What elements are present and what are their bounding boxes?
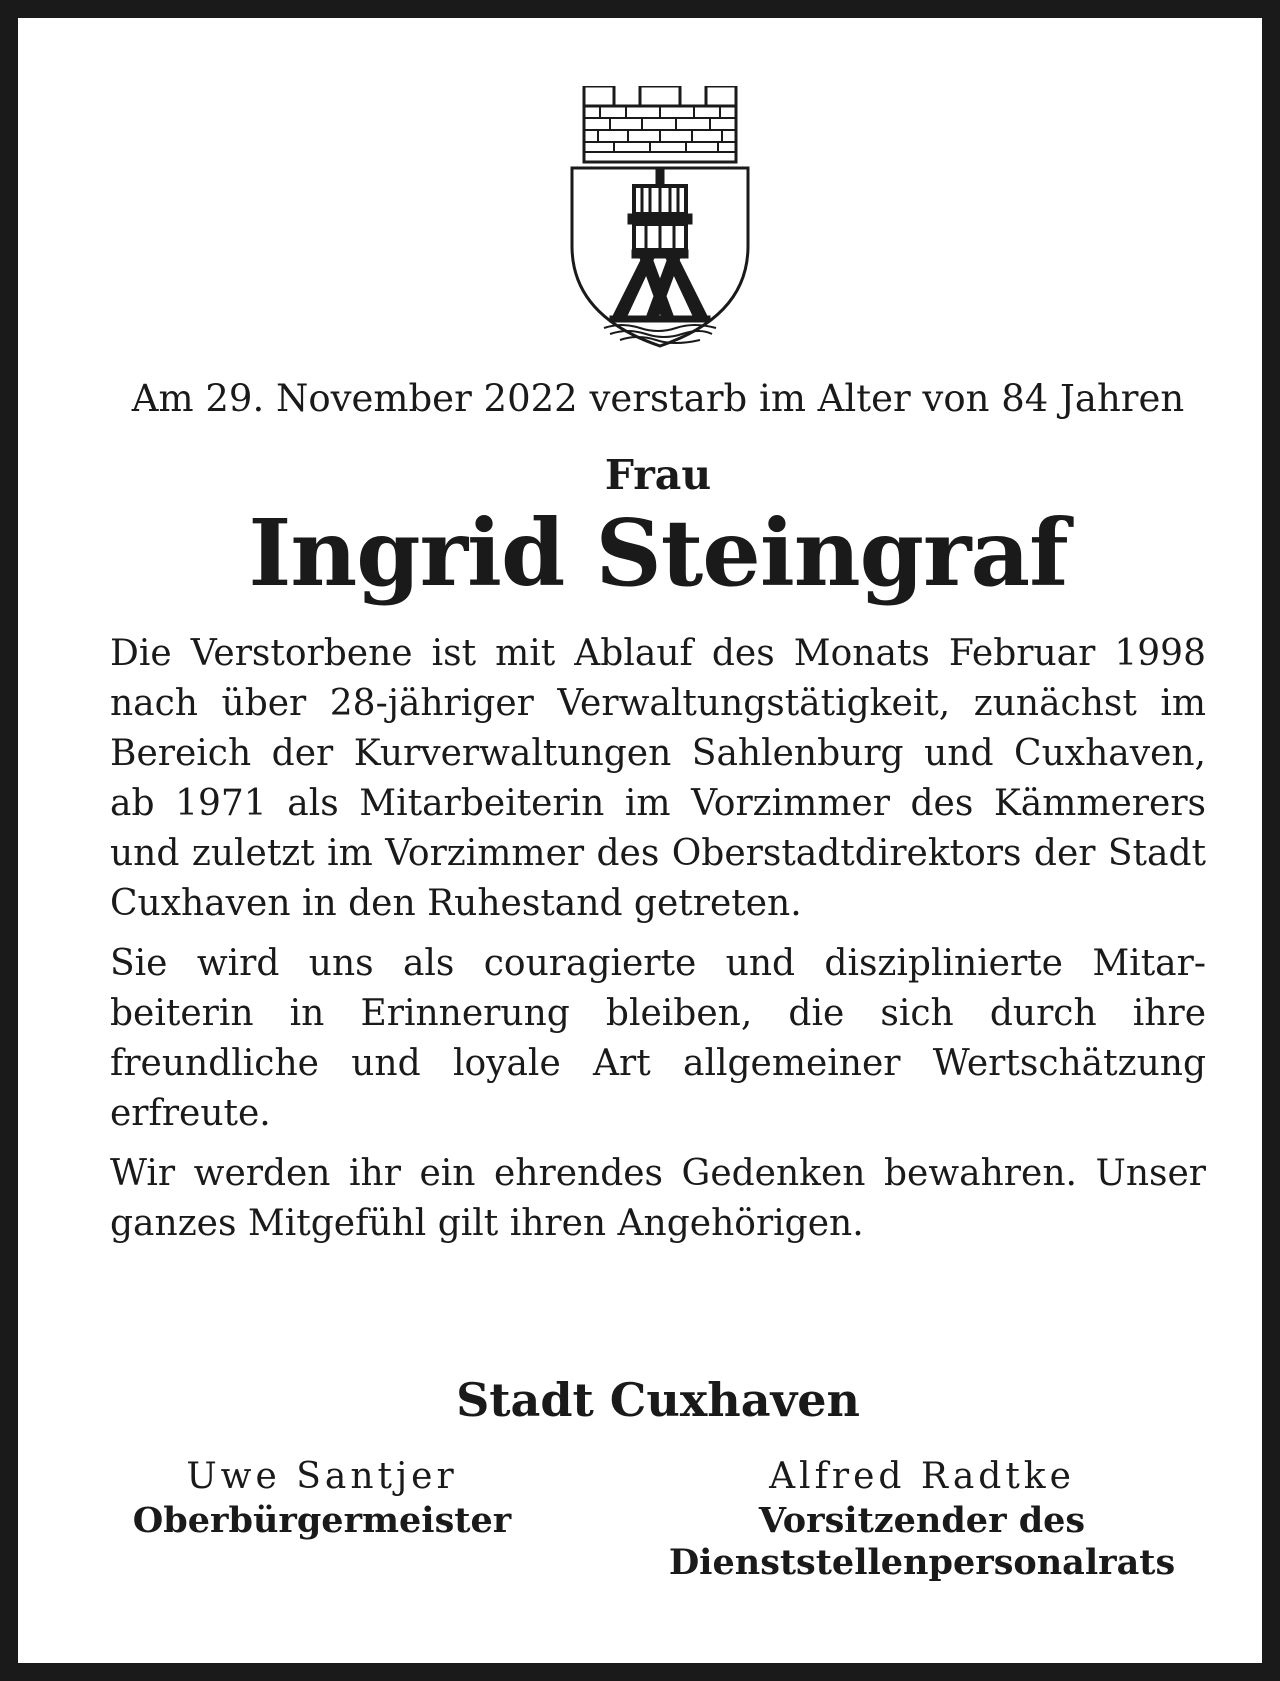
signer-name: Uwe Santjer [186, 1456, 458, 1497]
organization-name: Stadt Cuxhaven [456, 1373, 860, 1427]
signer-mayor [110, 1454, 534, 1542]
death-announcement-line: Am 29. November 2022 verstarb im Alter von 84 Jahren [131, 377, 1185, 420]
deceased-name: Ingrid Steingraf [248, 499, 1068, 607]
paragraph-condolences: Wir werden ihr ein ehrendes Gedenken bewahren. Unser ganzes Mitgefühl gilt ihren Angehörigen. [110, 1153, 1206, 1244]
signer-title: Vorsitzender des Dienststellenpersonalrats [668, 1500, 1176, 1583]
signer-title: Oberbürgermeister [132, 1500, 512, 1541]
paragraph-career: Die Verstorbene ist mit Ablauf des Monats Februar 1998 nach über 28-jähriger Verwaltungstätigkeit, zunächst im Bereich der Kurverwaltungen Sahlenburg und Cuxhaven, ab 1971 als Mitarbeiterin im Vorzimmer des Kämmerers und zuletzt im Vorzimmer des Oberstadtdirektors der Stadt Cuxhaven in den Ruhestand getreten. [110, 633, 1206, 924]
obituary-text [110, 629, 1206, 1259]
cuxhaven-coat-of-arms-icon [570, 86, 750, 348]
signer-name: Alfred Radtke [769, 1456, 1075, 1497]
paragraph-remembrance: Sie wird uns als couragierte und disziplinierte Mitarbeiterin in Erinnerung bleiben, die sich durch ihre freundliche und loyale Art allgemeiner Wertschätzung erfreute. [110, 943, 1206, 1134]
salutation: Frau [604, 451, 712, 499]
signer-council-chair [638, 1454, 1206, 1584]
